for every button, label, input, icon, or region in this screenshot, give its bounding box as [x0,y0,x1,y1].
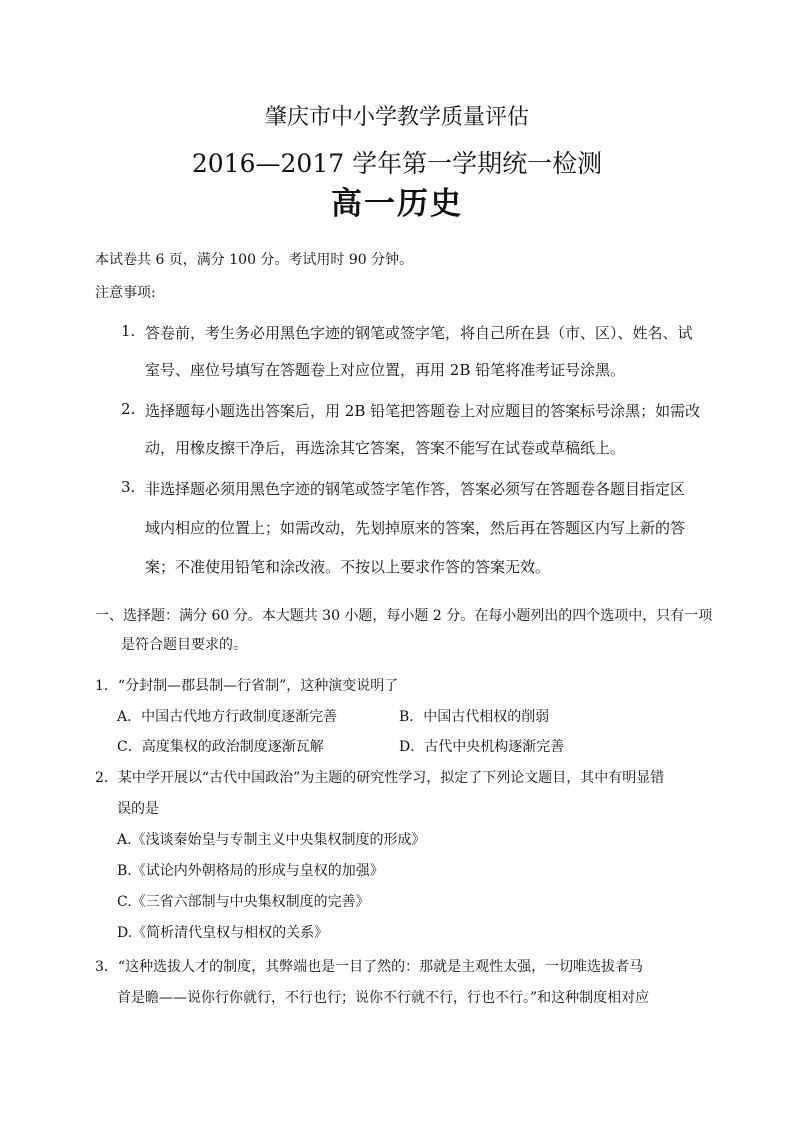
question-stem: 3．“这种选拔人才的制度，其弊端也是一目了然的：那就是主观性太强，一切唯选拔者马 [95,959,644,975]
exam-term-title: 2016—2017 学年第一学期统一检测 [191,149,603,178]
notes-heading: 注意事项: [95,285,156,301]
note-line: 室号、座位号填写在答题卷上对应位置，再用 2B 铅笔将准考证号涂黑。 [145,361,626,379]
section-heading: 一、选择题：满分 60 分。本大题共 30 小题，每小题 2 分。在每小题列出的四个选项中，只有一项 [95,608,713,624]
option-a: A.《浅谈秦始皇与专制主义中央集权制度的形成》 [117,832,426,848]
note-number: 2. [121,400,136,418]
option-a: A．中国古代地方行政制度逐渐完善 [117,709,338,725]
option-c: C．高度集权的政治制度逐渐瓦解 [117,739,324,755]
note-line: 答卷前，考生务必用黑色字迹的钢笔或签字笔，将自己所在县（市、区）、姓名、试 [145,324,693,342]
note-line: 选择题每小题选出答案后，用 2B 铅笔把答题卷上对应题目的答案标号涂黑；如需改 [145,402,701,420]
question-stem-cont: 误的是 [117,801,159,817]
question-stem-cont: 首是瞻——说你行你就行，不行也行；说你不行就不行，行也不行。”和这种制度相对应 [117,990,650,1006]
exam-org-title: 肇庆市中小学教学质量评估 [264,105,529,130]
option-c: C.《三省六部制与中央集权制度的完善》 [117,894,370,910]
question-stem: 2．某中学开展以“古代中国政治”为主题的研究性学习，拟定了下列论文题目，其中有明显错 [95,770,665,786]
question-stem: 1．“分封制—郡县制—行省制”，这种演变说明了 [95,678,399,694]
note-line: 动，用橡皮擦干净后，再选涂其它答案，答案不能写在试卷或草稿纸上。 [145,439,626,457]
note-line: 非选择题必须用黑色字迹的钢笔或签字笔作答，答案必须写在答题卷各题目指定区 [145,480,686,498]
option-d: D．古代中央机构逐渐完善 [399,739,565,755]
option-b: B．中国古代相权的削弱 [399,709,550,725]
note-number: 3. [121,478,136,496]
option-d: D.《简析清代皇权与相权的关系》 [117,925,329,941]
exam-subject-title: 高一历史 [331,186,463,222]
section-heading-cont: 是符合题目要求的。 [121,637,247,653]
note-number: 1. [121,322,136,340]
note-line: 域内相应的位置上；如需改动，先划掉原来的答案，然后再在答题区内写上新的答 [145,519,686,537]
exam-intro: 本试卷共 6 页，满分 100 分。考试用时 90 分钟。 [95,252,414,268]
option-b: B.《试论内外朝格局的形成与皇权的加强》 [117,863,384,879]
note-line: 案；不准使用铅笔和涂改液。不按以上要求作答的答案无效。 [145,558,551,576]
